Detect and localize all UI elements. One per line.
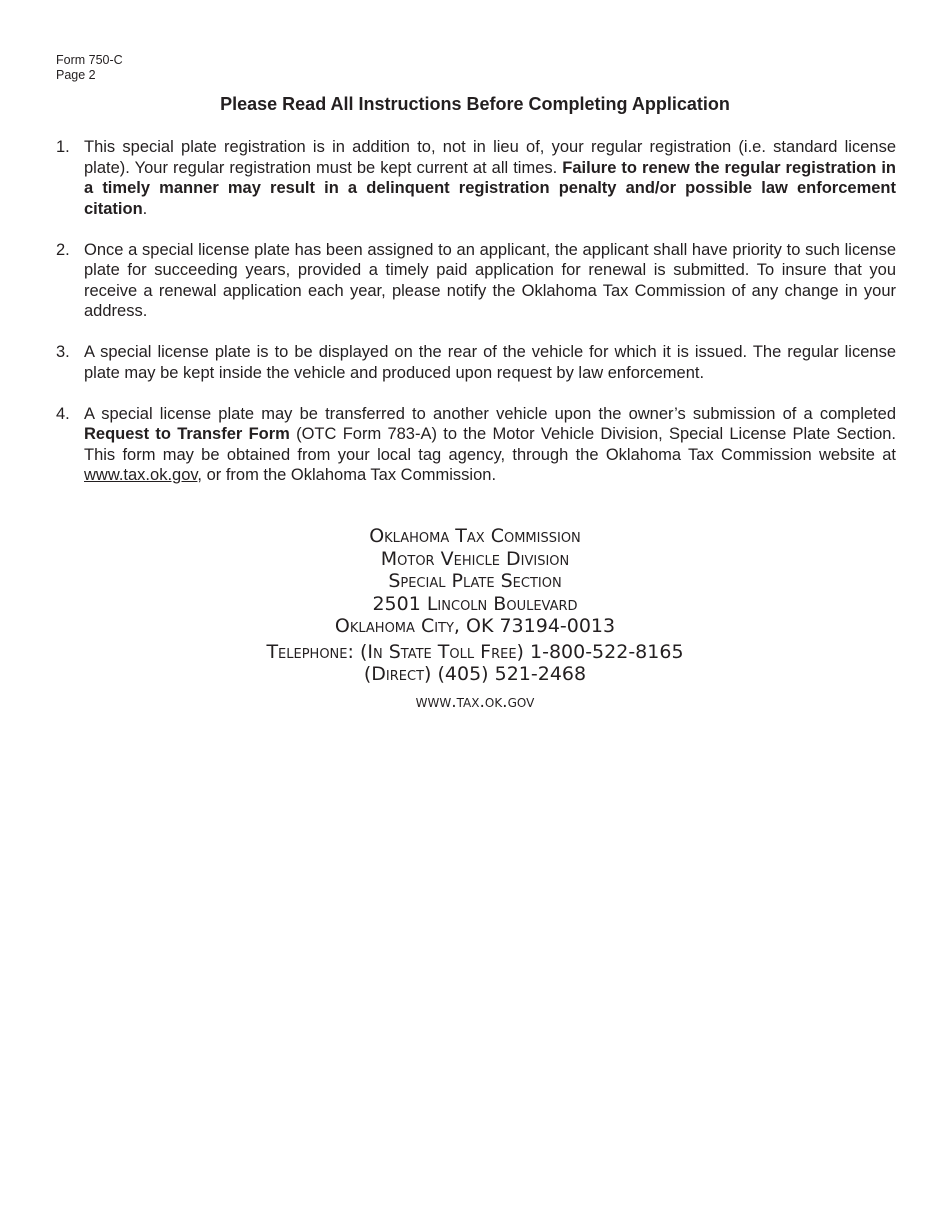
page-title: Please Read All Instructions Before Completing Application (220, 94, 730, 114)
transfer-form-name: Request to Transfer Form (84, 425, 290, 443)
instruction-text: A special license plate is to be displayed on the rear of the vehicle for which it is issued. The regular license plate may be kept inside the vehicle and produced upon request by law enforcement. (84, 343, 896, 382)
form-identifier (56, 53, 123, 83)
section-name: Special Plate Section (388, 570, 562, 592)
instruction-number: 1. (56, 138, 70, 156)
telephone-toll-free: Telephone: (In State Toll Free) 1-800-522-8165 (266, 640, 684, 663)
website-link[interactable]: www.tax.ok.gov (84, 466, 198, 484)
agency-name: Oklahoma Tax Commission (369, 525, 581, 547)
city-state-zip: Oklahoma City, OK 73194-0013 (334, 615, 616, 637)
contact-website[interactable]: www.tax.ok.gov (415, 691, 535, 712)
contact-block (0, 525, 950, 713)
instruction-item-4 (56, 404, 896, 486)
telephone-direct: (Direct) (405) 521-2468 (363, 663, 587, 685)
instruction-bold-text: Failure to renew the regular registration in a timely manner may result in a delinquent registration penalty and/or possible law enforcement citation (84, 158, 897, 218)
instruction-text: , or from the Oklahoma Tax Commission. (197, 466, 497, 484)
street-address: 2501 Lincoln Boulevard (372, 592, 578, 615)
instruction-text: A special license plate may be transferred to another vehicle upon the owner’s submission of a completed (84, 404, 896, 423)
page-number: Page 2 (56, 68, 96, 82)
instruction-item-2 (56, 240, 896, 322)
instruction-item-1 (56, 137, 896, 219)
instruction-text: Once a special license plate has been assigned to an applicant, the applicant shall have priority to such license plate for succeeding years, provided a timely paid application for renewal is submitted. To insure that you receive a renewal application each year, please notify the Oklahoma Tax Commission of any change in your address. (84, 240, 896, 320)
instruction-number: 2. (56, 240, 70, 259)
instruction-text: This special plate registration is in addition to, not in lieu of, your regular registration (i.e. standard license plate). Your regular registration must be kept current at all times. (84, 138, 896, 177)
instruction-number: 3. (56, 343, 70, 361)
instructions-list (56, 137, 896, 506)
instruction-text: (OTC Form 783-A) to the Motor Vehicle Division, Special License Plate Section. This form may be obtained from your local tag agency, through the Oklahoma Tax Commission website at (84, 425, 897, 464)
instruction-text: . (142, 199, 148, 218)
instruction-number: 4. (56, 404, 70, 423)
instruction-item-3 (56, 342, 896, 383)
division-name: Motor Vehicle Division (380, 547, 570, 570)
form-number: Form 750-C (56, 53, 123, 67)
